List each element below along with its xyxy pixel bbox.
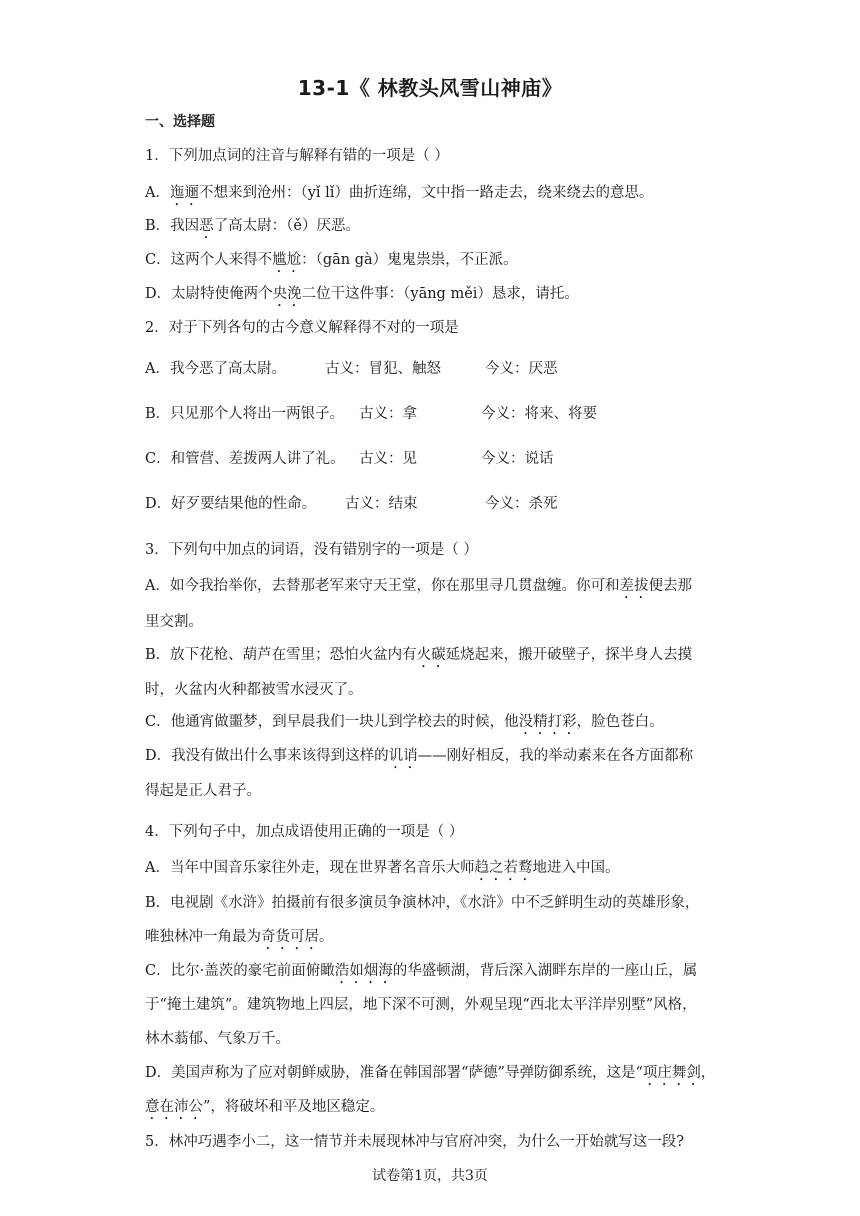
q3-a-post: 便去那: [648, 578, 692, 594]
q1-stem: 1．下列加点词的注音与解释有错的一项是（ ）: [145, 148, 449, 164]
q3-option-d: [145, 746, 693, 772]
q4-option-b-cont: [145, 927, 334, 953]
q2-d-sentence: D．好歹要结果他的性命。: [145, 496, 317, 512]
page-title: 13-1《 林教头风雪山神庙》: [297, 76, 563, 100]
q1-c-pre: C．这两个人来得不: [145, 252, 273, 268]
q4-b-dotted: 奇货可居: [261, 929, 319, 945]
q4-a-pre: A．当年中国音乐家往外走，现在世界著名音乐大师: [145, 860, 475, 876]
q2-a-modern: 今义：厌恶: [485, 361, 558, 377]
q3-d-pre: D．我没有做出什么事来该得到这样的: [145, 748, 389, 764]
q4-option-d: [145, 1063, 715, 1089]
q4-stem: 4．下列句子中，加点成语使用正确的一项是（ ）: [145, 824, 464, 840]
q3-c-dotted: 没精打彩: [518, 714, 577, 730]
q4-option-c: [145, 961, 697, 987]
q2-d-ancient: 古义：结束: [345, 496, 418, 512]
q1-a-dotted: 迤逦: [169, 185, 199, 201]
q4-b-pre: 唯独林冲一角最为: [145, 929, 261, 945]
page-footer: 试卷第1页，共3页: [372, 1168, 488, 1184]
q1-a-post: 不想来到沧州：（yǐ lǐ）曲折连绵，文中指一路走去，绕来绕去的意思。: [198, 185, 654, 201]
q5-stem: 5．林冲巧遇李小二，这一情节并未展现林冲与官府冲突，为什么一开始就写这一段?: [145, 1134, 684, 1150]
q2-a-sentence: A．我今恶了高太尉。: [145, 361, 286, 377]
q2-c-modern: 今义：说话: [481, 451, 554, 467]
q4-option-b: B．电视剧《水浒》拍摄前有很多演员争演林冲，《水浒》中不乏鲜明生动的英雄形象，: [145, 895, 700, 911]
q2-b-modern: 今义：将来、将要: [481, 406, 597, 422]
q3-a-pre: A．如今我抬举你，去替那老军来守天王堂，你在那里寻几贯盘缠。你可和: [145, 578, 620, 594]
q4-c-pre: C．比尔·盖茨的豪宅前面俯瞰: [145, 963, 335, 979]
q3-stem: 3．下列句中加点的词语，没有错别字的一项是（ ）: [145, 542, 478, 558]
q4-option-c-cont2: 林木蓊郁、气象万千。: [145, 1031, 290, 1047]
q1-b-pre: B．我因: [145, 218, 200, 234]
q2-c-sentence: C．和管营、差拨两人讲了礼。: [145, 451, 345, 467]
q2-b-ancient: 古义：拿: [359, 406, 417, 422]
q1-a-pre: A．: [145, 185, 170, 201]
q3-option-b: [145, 645, 692, 671]
q3-option-b-cont: 时，火盆内火种都被雪水浸灭了。: [145, 682, 363, 698]
q3-d-dotted: 讥诮: [388, 748, 418, 764]
q3-option-a-cont: 里交割。: [145, 614, 203, 630]
q4-b-post: 。: [319, 929, 334, 945]
q2-option-c: [145, 449, 554, 469]
q4-c-post: 的华盛顿湖，背后深入湖畔东岸的一座山丘，属: [392, 963, 698, 979]
q2-stem: 2．对于下列各句的古今意义解释得不对的一项是: [145, 320, 459, 336]
q4-d-post: ，: [700, 1065, 716, 1081]
q4-a-post: 地进入中国。: [532, 860, 620, 876]
q2-d-modern: 今义：杀死: [485, 496, 558, 512]
q4-a-dotted: 趋之若鹜: [474, 860, 533, 876]
q1-d-dotted: 央浼: [272, 286, 302, 302]
q3-d-post: ——刚好相反，我的举动素来在各方面都称: [417, 748, 694, 764]
q3-c-pre: C．他通宵做噩梦，到早晨我们一块儿到学校去的时候，他: [145, 714, 519, 730]
q4-d2-post: ”，将破坏和平及地区稳定。: [203, 1099, 385, 1115]
q3-option-a: [145, 576, 692, 602]
q1-d-post: 二位干这件事：（yāng měi）恳求，请托。: [301, 286, 579, 302]
q3-option-c: [145, 712, 664, 738]
section-heading: 一、选择题: [145, 114, 215, 130]
q1-option-b: [145, 216, 360, 242]
q1-c-post: ：（gān gà）鬼鬼祟祟，不正派。: [301, 252, 518, 268]
q2-option-d: [145, 494, 558, 514]
q3-option-d-cont: 得起是正人君子。: [145, 783, 261, 799]
q1-d-pre: D．太尉特使俺两个: [145, 286, 273, 302]
q1-option-c: [145, 250, 518, 276]
q1-option-a: [145, 183, 653, 209]
q2-option-a: [145, 359, 558, 379]
q4-d-pre: D．美国声称为了应对朝鲜威胁，准备在韩国部署“萨德”导弹防御系统，这是“: [145, 1065, 643, 1081]
q2-option-b: [145, 404, 597, 424]
q1-option-d: [145, 284, 579, 310]
q3-c-post: ，脸色苍白。: [576, 714, 664, 730]
q3-b-post: 延烧起来，搬开破壁子，探半身人去摸: [445, 647, 693, 663]
q1-b-dotted: 恶: [199, 218, 214, 234]
q1-b-post: 了高太尉：（ě）厌恶。: [213, 218, 360, 234]
q4-option-a: [145, 858, 619, 884]
q3-a-dotted: 差拔: [619, 578, 649, 594]
q4-c-dotted: 浩如烟海: [334, 963, 393, 979]
q2-c-ancient: 古义：见: [359, 451, 417, 467]
q3-b-pre: B．放下花枪、葫芦在雪里；恐怕火盆内有: [145, 647, 417, 663]
q2-a-ancient: 古义：冒犯、触怒: [325, 361, 441, 377]
q4-option-d-cont: [145, 1097, 384, 1123]
q4-option-c-cont: 于“掩土建筑”。建筑物地上四层，地下深不可测，外观呈现“西北太平洋岸别墅”风格，: [145, 997, 697, 1013]
q1-c-dotted: 尴尬: [272, 252, 302, 268]
q3-b-dotted: 火碳: [416, 647, 446, 663]
q4-d2-dotted: 意在沛公: [145, 1099, 203, 1115]
q2-b-sentence: B．只见那个人将出一两银子。: [145, 406, 345, 422]
q4-d-dotted: 项庄舞剑: [642, 1065, 701, 1081]
